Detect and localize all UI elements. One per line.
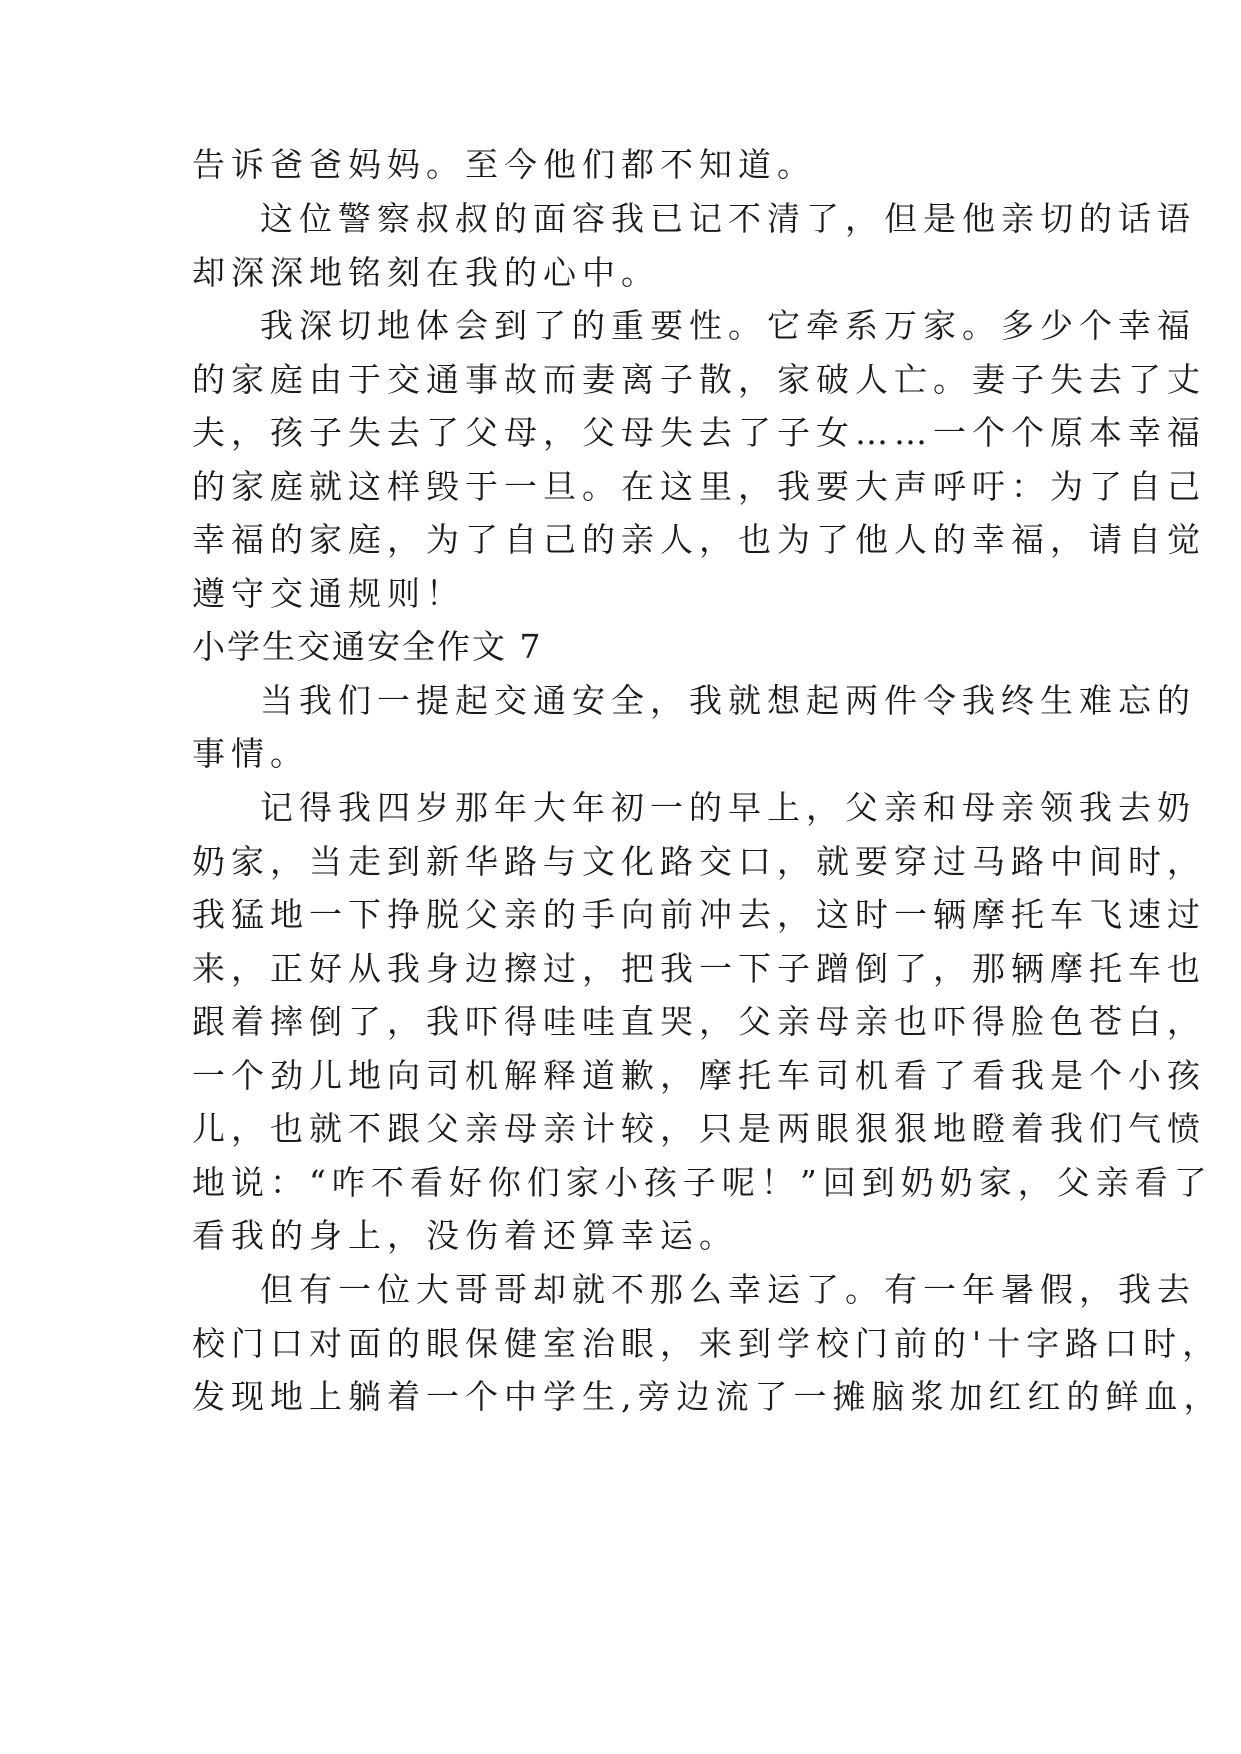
paragraph-line: 奶家，当走到新华路与文化路交口，就要穿过马路中间时， xyxy=(192,842,1206,881)
paragraph-line: 的家庭由于交通事故而妻离子散，家破人亡。妻子失去了丈 xyxy=(192,360,1206,399)
paragraph-line: 地说：“咋不看好你们家小孩子呢！”回到奶奶家，父亲看了 xyxy=(192,1163,1213,1202)
paragraph-line: 看我的身上，没伤着还算幸运。 xyxy=(192,1216,738,1255)
paragraph-line: 我深切地体会到了的重要性。它牵系万家。多少个幸福 xyxy=(260,306,1196,345)
paragraph-line: 来，正好从我身边擦过，把我一下子蹭倒了，那辆摩托车也 xyxy=(192,949,1206,988)
paragraph-line: 却深深地铭刻在我的心中。 xyxy=(192,253,660,292)
paragraph-line: 遵守交通规则！ xyxy=(192,574,465,613)
paragraph-line: 发现地上躺着一个中学生,旁边流了一摊脑浆加红红的鲜血， xyxy=(192,1377,1223,1416)
paragraph-line: 儿，也就不跟父亲母亲计较，只是两眼狠狠地瞪着我们气愤 xyxy=(192,1109,1206,1148)
paragraph-line: 校门口对面的眼保健室治眼，来到学校门前的'十字路口时， xyxy=(192,1324,1222,1363)
paragraph-line: 幸福的家庭，为了自己的亲人，也为了他人的幸福，请自觉 xyxy=(192,520,1206,559)
paragraph-line: 告诉爸爸妈妈。至今他们都不知道。 xyxy=(192,145,816,184)
paragraph-line: 但有一位大哥哥却就不那么幸运了。有一年暑假，我去 xyxy=(260,1270,1196,1309)
paragraph-line: 我猛地一下挣脱父亲的手向前冲去，这时一辆摩托车飞速过 xyxy=(192,895,1206,934)
paragraph-line: 夫，孩子失去了父母，父母失去了子女……一个个原本幸福 xyxy=(192,413,1206,452)
paragraph-line: 这位警察叔叔的面容我已记不清了，但是他亲切的话语 xyxy=(260,199,1196,238)
paragraph-line: 的家庭就这样毁于一旦。在这里，我要大声呼吁：为了自己 xyxy=(192,467,1206,506)
paragraph-line: 跟着摔倒了，我吓得哇哇直哭，父亲母亲也吓得脸色苍白， xyxy=(192,1002,1206,1041)
paragraph-line: 当我们一提起交通安全，我就想起两件令我终生难忘的 xyxy=(260,681,1196,720)
paragraph-line: 事情。 xyxy=(192,734,309,773)
paragraph-line: 记得我四岁那年大年初一的早上，父亲和母亲领我去奶 xyxy=(260,788,1196,827)
paragraph-line: 一个劲儿地向司机解释道歉，摩托车司机看了看我是个小孩 xyxy=(192,1056,1206,1095)
section-heading: 小学生交通安全作文 7 xyxy=(192,627,543,666)
